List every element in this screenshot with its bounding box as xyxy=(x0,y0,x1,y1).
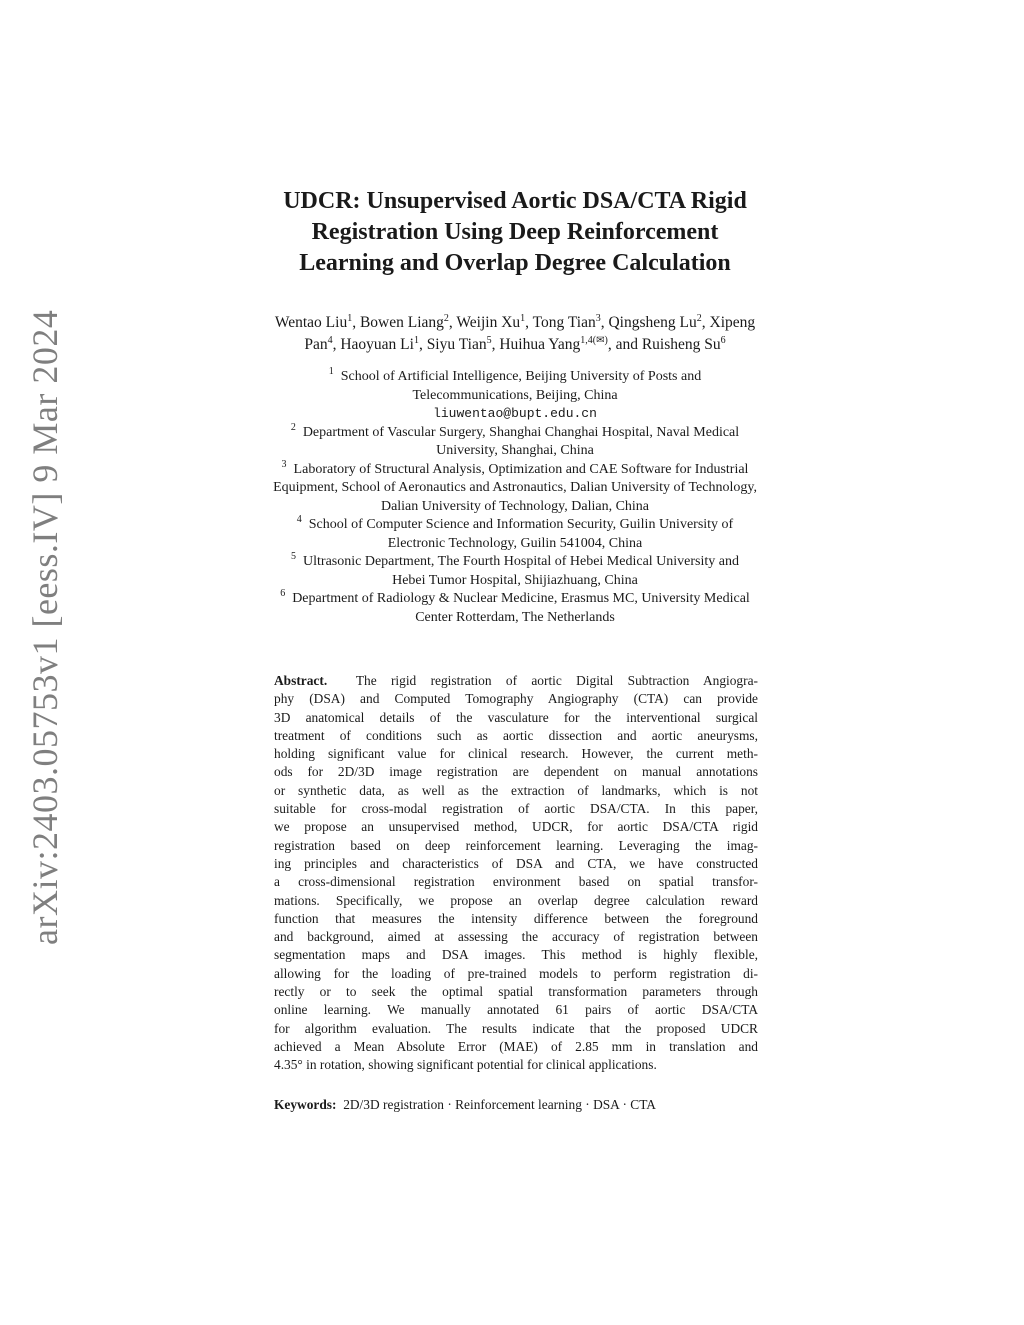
keywords-text: 2D/3D registration · Reinforcement learning · DSA · CTA xyxy=(343,1097,656,1112)
author-affiliation-mark: 1 xyxy=(347,313,353,324)
affiliation-number: 3 xyxy=(281,458,287,470)
affiliation-line: Dalian University of Technology, Dalian, China xyxy=(380,498,650,514)
author-separator: , xyxy=(418,336,427,353)
author-name: Qingsheng Lu xyxy=(608,314,697,331)
affiliation-line: $^2$ Department of Vascular Surgery, Shanghai Changhai Hospital, Naval Medical xyxy=(290,421,740,440)
affiliation-number: 5 xyxy=(291,551,297,562)
affiliation-line: $^4$ School of Computer Science and Information Security, Guilin University of xyxy=(296,514,734,532)
abstract-line: holding significant value for clinical research. However, the current meth- xyxy=(274,746,758,762)
abstract-line: allowing for the loading of pre-trained models to perform registration di- xyxy=(274,965,758,981)
abstract-line: treatment of conditions such as aortic dissection and aortic aneurysms, xyxy=(274,727,758,743)
affiliation-number: 4 xyxy=(296,514,302,525)
abstract-line: phy (DSA) and Computed Tomography Angiography (CTA) can provide xyxy=(274,691,758,707)
abstract-line: we propose an unsupervised method, UDCR, for aortic DSA/CTA rigid xyxy=(274,819,758,835)
affiliation-number: 2 xyxy=(290,421,296,433)
author-affiliation-mark: 4 xyxy=(327,335,333,346)
affiliation-line: University, Shanghai, China xyxy=(436,443,594,458)
affiliation-line: $^5$ Ultrasonic Department, The Fourth Hospital of Hebei Medical University and xyxy=(291,551,739,569)
abstract-line: achieved a Mean Absolute Error (MAE) of 2.85 mm in translation and xyxy=(274,1038,758,1054)
author-line xyxy=(210,312,820,356)
keywords xyxy=(274,1096,758,1114)
author-list xyxy=(210,312,820,356)
affiliation-line: Hebei Tumor Hospital, Shijiazhuang, China xyxy=(392,572,638,588)
abstract-line: mations. Specifically, we propose an overlap degree calculation reward xyxy=(274,892,758,908)
abstract-line: suitable for cross-modal registration of aortic DSA/CTA. In this paper, xyxy=(274,801,758,817)
affiliation-line: Telecommunications, Beijing, China xyxy=(412,387,618,403)
abstract-line: ods for 2D/3D image registration are dependent on manual annotations xyxy=(274,764,758,780)
author-affiliation-mark: 5 xyxy=(486,335,492,346)
author-affiliation-mark: 1 xyxy=(413,335,419,346)
affiliation-line: Electronic Technology, Guilin 541004, China xyxy=(387,535,643,551)
author-name: Huihua Yang xyxy=(499,336,581,353)
title-line: UDCR: Unsupervised Aortic DSA/CTA Rigid xyxy=(283,188,747,214)
author-name-part: Xipeng xyxy=(709,314,756,331)
abstract xyxy=(274,672,758,1075)
author-separator: , and xyxy=(607,336,642,353)
title-line: Learning and Overlap Degree Calculation xyxy=(299,250,731,276)
affiliation-line: Center Rotterdam, The Netherlands xyxy=(415,609,615,625)
abstract-line: ing principles and characteristics of DSA and CTA, we have constructed xyxy=(274,855,758,871)
affiliation-line: $^3$ Laboratory of Structural Analysis, Optimization and CAE Software for Industrial xyxy=(281,458,749,477)
abstract-line: segmentation maps and DSA images. This method is highly flexible, xyxy=(274,947,758,963)
author-affiliation-mark: 2 xyxy=(696,313,702,324)
affiliation-line: $^1$ School of Artificial Intelligence, Beijing University of Posts and xyxy=(328,366,702,384)
author-name: Pan xyxy=(304,336,328,353)
author-name: Bowen Liang xyxy=(359,314,444,331)
author-affiliation-mark: 3 xyxy=(595,313,601,324)
author-name: Haoyuan Li xyxy=(340,336,414,353)
abstract-line: for algorithm evaluation. The results indicate that the proposed UDCR xyxy=(274,1020,758,1036)
author-name: Wentao Liu xyxy=(274,314,348,331)
author-affiliation-mark: 2 xyxy=(443,313,449,324)
author-name: Ruisheng Su xyxy=(641,336,721,353)
author-name: Weijin Xu xyxy=(456,314,521,331)
author-separator: , xyxy=(525,314,533,331)
arxiv-identifier-stamp: arXiv:2403.05753v1 [eess.IV] 9 Mar 2024 xyxy=(25,309,65,945)
abstract-line: registration based on deep reinforcement learning. Leveraging the imag- xyxy=(274,837,758,853)
affiliation-line: Equipment, School of Aeronautics and Astronautics, Dalian University of Technology, xyxy=(273,480,757,495)
abstract-line: 3D anatomical details of the vasculature for the interventional surgical xyxy=(274,709,758,725)
author-separator: , xyxy=(491,336,500,353)
affiliation-number: 6 xyxy=(280,588,286,599)
author-name: Tong Tian xyxy=(532,314,596,331)
author-affiliation-mark: 1,4(✉) xyxy=(580,335,608,346)
author-affiliation-mark: 1 xyxy=(520,313,526,324)
abstract-line: a cross-dimensional registration environment based on spatial transfor- xyxy=(274,874,758,890)
author-separator: , xyxy=(352,314,360,331)
abstract-line: function that measures the intensity difference between the foreground xyxy=(274,910,758,926)
author-name: Siyu Tian xyxy=(426,336,487,353)
author-separator: , xyxy=(332,336,341,353)
keywords-label: Keywords: xyxy=(274,1097,337,1112)
abstract-label: Abstract. xyxy=(274,673,328,688)
title-line: Registration Using Deep Reinforcement xyxy=(311,219,719,245)
paper-title xyxy=(180,186,850,279)
abstract-line: rectly or to seek the optimal spatial transformation parameters through xyxy=(274,984,758,1000)
email-address: liuwentao@bupt.edu.cn xyxy=(433,406,597,421)
abstract-line: online learning. We manually annotated 61 pairs of aortic DSA/CTA xyxy=(274,1002,758,1018)
abstract-line: Abstract. The rigid registration of aortic Digital Subtraction Angiogra- xyxy=(274,673,758,688)
abstract-line: or synthetic data, as well as the extraction of landmarks, which is not xyxy=(274,782,758,798)
author-affiliation-mark: 6 xyxy=(720,335,726,346)
abstract-line: 4.35° in rotation, showing significant potential for clinical applications. xyxy=(274,1057,657,1073)
author-separator: , xyxy=(600,314,609,331)
affiliation-number: 1 xyxy=(328,366,334,377)
author-separator: , xyxy=(701,314,710,331)
affiliation-list xyxy=(200,368,830,627)
affiliation-line: $^6$ Department of Radiology & Nuclear Medicine, Erasmus MC, University Medical xyxy=(280,588,750,606)
author-separator: , xyxy=(448,314,457,331)
abstract-line: and background, aimed at assessing the accuracy of registration between xyxy=(274,929,758,945)
